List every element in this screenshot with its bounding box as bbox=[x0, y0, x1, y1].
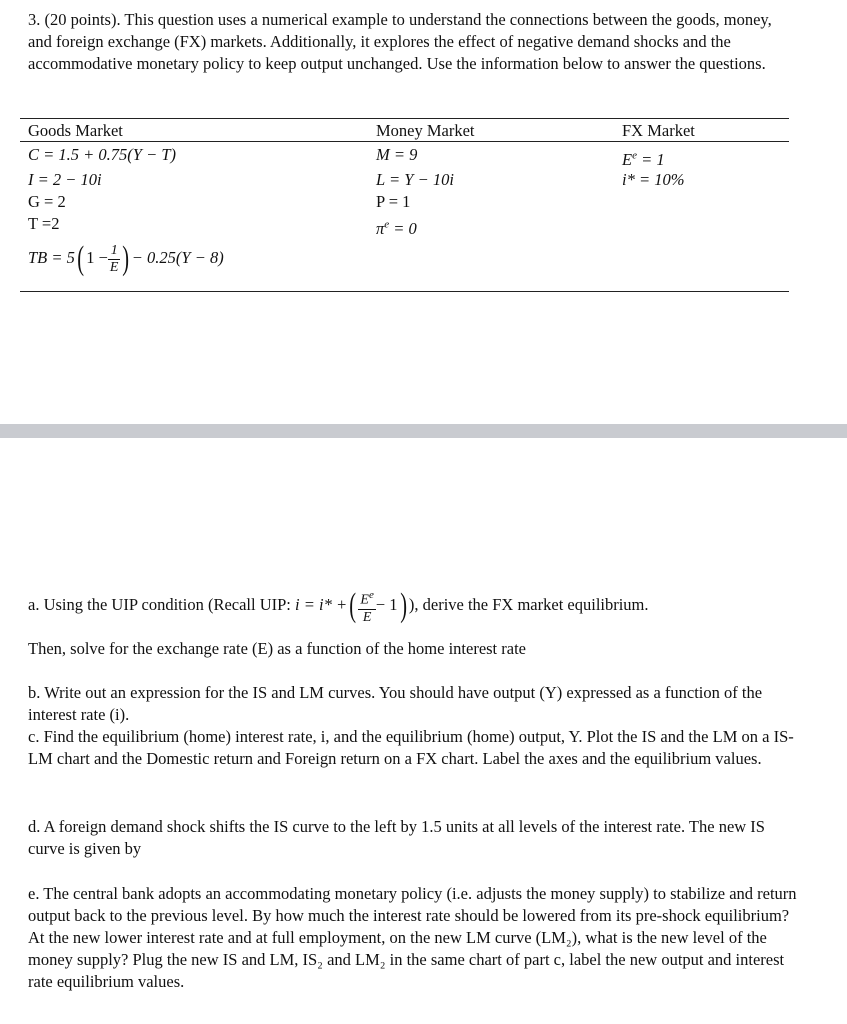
goods-tax: T =2 bbox=[28, 214, 60, 233]
question-b: b. Write out an expression for the IS and LM curves. You should have output (Y) expressed as a function of the interest rate (i). bbox=[28, 683, 763, 724]
question-a-part2: Then, solve for the exchange rate (E) as a function of the home interest rate bbox=[28, 639, 526, 658]
question-c: c. Find the equilibrium (home) interest rate, i, and the equilibrium (home) output, Y. Plot the IS and the LM on a IS-LM chart and the Domestic return and Foreign return on a FX chart. Label the axes and the equilibrium values. bbox=[28, 727, 794, 768]
uip-minus-one: − 1 bbox=[375, 595, 398, 614]
goods-consumption: C = 1.5 + 0.75(Y − T) bbox=[28, 145, 177, 164]
uip-formula: i = i* + bbox=[295, 595, 348, 614]
trade-balance-equation: TB = 5( 1 − $\frac{1}{E}$ ) − 0.25(Y − 8) bbox=[28, 240, 224, 277]
uip-fraction: $\frac{E^e}{E}$ bbox=[360, 588, 374, 625]
tb-rest: − 0.25(Y − 8) bbox=[131, 247, 224, 267]
header-money-market: Money Market bbox=[376, 121, 475, 140]
question-a: a. Using the UIP condition (Recall UIP: i = i* +( $\frac{E^e}{E}$ − 1) ), derive the FX market equilibrium. bbox=[28, 587, 649, 625]
goods-investment: I = 2 − 10i bbox=[28, 170, 102, 189]
goods-government: G = 2 bbox=[28, 192, 66, 211]
qa-pre: a. Using the UIP condition (Recall UIP: bbox=[28, 595, 291, 614]
header-goods-market: Goods Market bbox=[28, 121, 123, 140]
question-e: e. The central bank adopts an accommodating monetary policy (i.e. adjusts the money supply) to stabilize and return output back to the previous level. By how much the interest rate should be lowered from its pre-shock equilibrium? At the new lower interest rate and at full employment, on the new LM curve (LM₂), what is the new level of the money supply? Plug the new IS and LM, IS₂ and LM₂ in the same chart of part c, label the new output and interest rate equilibrium values. bbox=[28, 884, 797, 991]
money-demand: L = Y − 10i bbox=[376, 170, 454, 189]
qa-post: ), derive the FX market equilibrium. bbox=[408, 595, 649, 614]
expected-inflation: $\pi^e = 0$ bbox=[376, 218, 417, 238]
table-top-rule bbox=[20, 118, 789, 119]
table-header-rule bbox=[20, 141, 789, 142]
page-divider-band bbox=[0, 424, 847, 438]
header-fx-market: FX Market bbox=[622, 121, 695, 140]
table-bottom-rule bbox=[20, 291, 789, 292]
market-table bbox=[20, 118, 789, 292]
tb-one: 1 − bbox=[86, 247, 108, 267]
question-d: d. A foreign demand shock shifts the IS curve to the left by 1.5 units at all levels of the interest rate. The new IS curve is given by bbox=[28, 817, 765, 858]
foreign-interest-rate: i* = 10% bbox=[622, 170, 685, 189]
tb-fraction: $\frac{1}{E}$ bbox=[109, 242, 119, 275]
price-level: P = 1 bbox=[376, 192, 411, 211]
expected-exchange-rate: $E^e = 1$ bbox=[622, 149, 665, 169]
question-intro: 3. (20 points). This question uses a numerical example to understand the connections between the goods, money, and foreign exchange (FX) markets. Additionally, it explores the effect of negative demand shocks and the accommodative monetary policy to keep output unchanged. Use the information below to answer the questions. bbox=[28, 10, 772, 73]
tb-lhs: TB = 5 bbox=[28, 247, 75, 267]
money-supply: M = 9 bbox=[376, 145, 418, 164]
